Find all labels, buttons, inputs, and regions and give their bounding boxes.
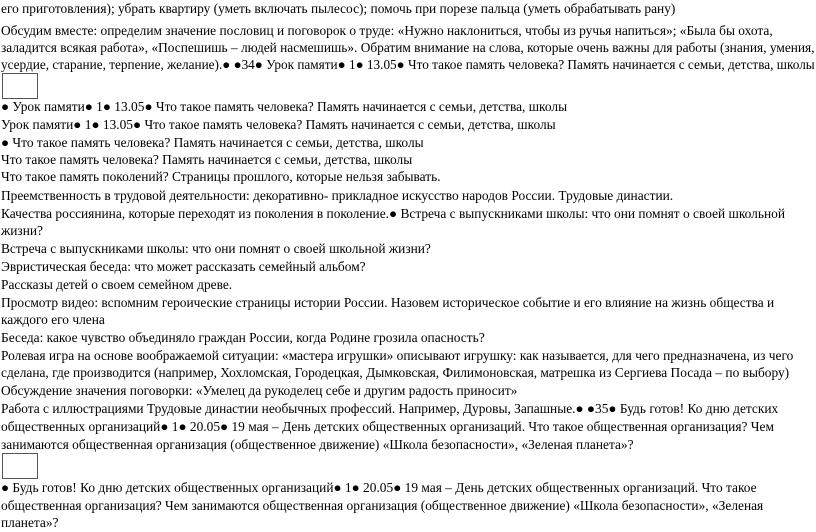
- text-line: Эвристическая беседа: что может рассказать семейный альбом?: [1, 259, 366, 274]
- text-line: Преемственность в трудовой деятельности: декоративно- прикладное искусство народов России. Трудовые династии.: [1, 188, 674, 203]
- empty-image-placeholder: [2, 453, 38, 479]
- text-line: усердие, старание, терпение, желание).● ●34● Урок памяти● 1● 13.05● Что такое память человека? Память начинается с семьи, детства, школы: [1, 57, 815, 72]
- text-line: ● Урок памяти● 1● 13.05● Что такое память человека? Память начинается с семьи, детства, школы: [1, 99, 568, 114]
- text-line: планета»?: [1, 515, 59, 530]
- text-line: Встреча с выпускниками школы: что они помнят о своей школьной жизни?: [1, 241, 431, 256]
- text-line: ● Что такое память человека? Память начинается с семьи, детства, школы: [1, 135, 424, 150]
- text-line: Просмотр видео: вспомним героические страницы истории России. Назовем историческое событие и его влияние на жизнь общества и: [1, 295, 775, 310]
- text-line: Беседа: какое чувство объединяло граждан России, когда Родине грозила опасность?: [1, 330, 485, 345]
- text-line: Что такое память человека? Память начинается с семьи, детства, школы: [1, 152, 413, 167]
- text-line: Работа с иллюстрациями Трудовые династии необычных профессий. Например, Дуровы, Запашные.● ●35● Будь готов! Ко дню детских: [1, 401, 779, 416]
- text-line: Что такое память поколений? Страницы прошлого, которые нельзя забывать.: [1, 169, 441, 184]
- text-line: Обсудим вместе: определим значение пословиц и поговорок о труде: «Нужно наклониться, чтобы из ручья напиться»; «Была бы охота,: [1, 23, 773, 38]
- text-line: общественных организаций● 1● 20.05● 19 мая – День детских общественных организаций. Что такое общественная организация? Чем: [1, 419, 774, 434]
- text-line: заладится всякая работа», «Поспешишь – людей насмешишь». Обратим внимание на слова, которые очень важны для работы (знания, умения,: [1, 40, 815, 55]
- text-line: Рассказы детей о своем семейном древе.: [1, 277, 233, 292]
- text-line: Урок памяти● 1● 13.05● Что такое память человека? Память начинается с семьи, детства, школы: [1, 117, 556, 132]
- text-line: его приготовления); убрать квартиру (уметь включать пылесос); помочь при порезе пальца (уметь обрабатывать рану): [1, 1, 676, 16]
- text-line: жизни?: [1, 223, 43, 238]
- text-line: ● Будь готов! Ко дню детских общественных организаций● 1● 20.05● 19 мая – День детских общественных организаций. Что такое: [1, 480, 757, 495]
- text-line: сделана, где производится (например, Хохломская, Городецкая, Дымковская, Филимоновская, матрешка из Сергиева Посада – по выбору): [1, 365, 790, 380]
- text-line: занимаются общественная организация (общественное движение) «Школа безопасности», «Зеленая планета»?: [1, 437, 634, 452]
- text-line: Ролевая игра на основе воображаемой ситуации: «мастера игрушки» описывают игрушку: как называется, для чего предназначена, из чего: [1, 348, 794, 363]
- empty-image-placeholder: [2, 73, 38, 99]
- text-line: каждого его члена: [1, 312, 105, 327]
- text-line: общественная организация? Чем занимаются общественная организация (общественное движение) «Школа безопасности», «Зеленая: [1, 498, 764, 513]
- text-line: Обсуждение значения поговорки: «Умелец да рукоделец себе и другим радость приносит»: [1, 383, 518, 398]
- text-line: Качества россиянина, которые переходят из поколения в поколение.● Встреча с выпускниками школы: что они помнят о своей школьной: [1, 206, 785, 221]
